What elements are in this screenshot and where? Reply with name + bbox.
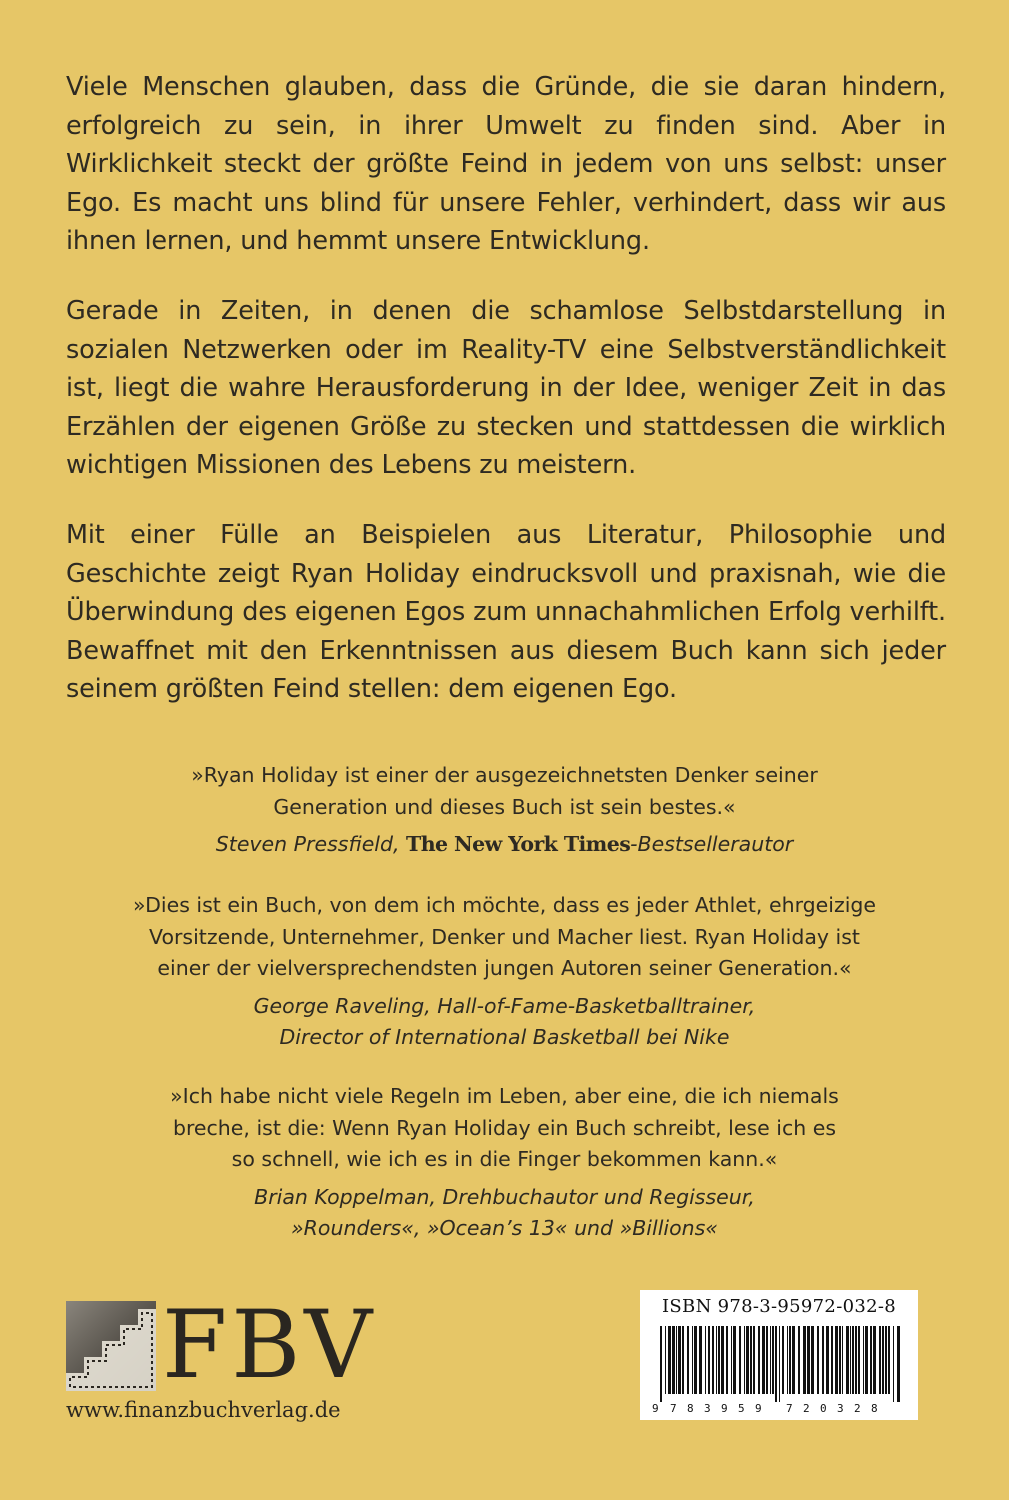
barcode-bar <box>770 1326 771 1394</box>
barcode-bar <box>660 1326 662 1402</box>
barcode-bar <box>694 1326 697 1394</box>
barcode-bar <box>879 1326 881 1394</box>
barcode-bar <box>762 1326 765 1394</box>
quote-line: breche, ist die: Wenn Ryan Holiday ein Buch schreibt, lese ich es <box>172 1115 837 1140</box>
barcode-digit: 7 <box>670 1402 677 1415</box>
barcode-digit: 2 <box>854 1402 861 1415</box>
quote-source-name: Steven Pressfield, <box>215 832 407 856</box>
barcode-bar <box>682 1326 684 1394</box>
barcode-bar <box>672 1326 675 1394</box>
barcode-bar <box>699 1326 702 1394</box>
isbn-barcode <box>640 1290 918 1420</box>
barcode-bar <box>733 1326 736 1394</box>
barcode-bar <box>803 1326 806 1394</box>
quote-source <box>40 829 969 861</box>
quote-text <box>40 1081 969 1176</box>
quote-text <box>40 760 969 823</box>
quote-source <box>40 1182 969 1245</box>
quote-source-suffix: -Bestsellerautor <box>630 832 794 856</box>
barcode-bar <box>753 1326 755 1394</box>
quote-line: »Dies ist ein Buch, von dem ich möchte, dass es jeder Athlet, ehrgeizige <box>132 893 877 917</box>
barcode-bar <box>708 1326 710 1394</box>
barcode-bar <box>858 1326 860 1394</box>
barcode-bar <box>766 1326 768 1394</box>
barcode-bar <box>807 1326 810 1394</box>
barcode-digit: 8 <box>871 1402 878 1415</box>
barcode-bar <box>739 1326 741 1394</box>
barcode-bar <box>758 1326 760 1394</box>
quote-source-line: Director of International Basketball bei Nike <box>279 1025 730 1049</box>
barcode-bar <box>817 1326 819 1394</box>
quote-line: Vorsitzende, Unternehmer, Denker und Macher liest. Ryan Holiday ist <box>149 924 860 949</box>
barcode-digit: 8 <box>687 1402 694 1415</box>
barcode-bar <box>835 1326 838 1394</box>
barcode-bar <box>746 1326 749 1394</box>
barcode-bar <box>882 1326 884 1394</box>
barcode-digit: 9 <box>755 1402 762 1415</box>
quote-source-line: Brian Koppelman, Drehbuchautor und Regisseur, <box>254 1184 755 1209</box>
barcode-digit: 3 <box>837 1402 844 1415</box>
barcode-bar <box>775 1326 777 1402</box>
quote-line: »Ich habe nicht viele Regeln im Leben, aber eine, die ich niemals <box>170 1084 839 1108</box>
barcode-bar <box>888 1326 890 1394</box>
barcode-bar <box>716 1326 717 1394</box>
barcode-digit: 2 <box>803 1402 810 1415</box>
quote-line: so schnell, wie ich es in die Finger bekommen kann.« <box>231 1147 778 1171</box>
barcode-bar <box>744 1326 745 1394</box>
fbv-staircase-icon <box>66 1301 156 1391</box>
isbn-label: ISBN 978-3-95972-032-8 <box>662 1296 896 1317</box>
barcode-bar <box>779 1326 780 1402</box>
fbv-logo <box>66 1291 377 1400</box>
testimonial-raveling <box>40 890 969 1054</box>
nyt-wordmark: The New York Times <box>406 832 631 856</box>
barcode-digit: 9 <box>721 1402 728 1415</box>
barcode-bar <box>712 1326 714 1394</box>
barcode-bar <box>678 1326 681 1394</box>
barcode-bar <box>665 1326 666 1394</box>
barcode-bar <box>863 1326 864 1394</box>
quote-source <box>40 991 969 1054</box>
barcode-digit: 0 <box>820 1402 827 1415</box>
barcode-bar <box>852 1326 854 1394</box>
barcode-bar <box>787 1326 788 1394</box>
testimonial-koppelman <box>40 1081 969 1245</box>
barcode-bar <box>792 1326 795 1394</box>
barcode-bar <box>831 1326 833 1394</box>
barcode-bar <box>846 1326 849 1394</box>
barcode-bars <box>648 1326 910 1416</box>
barcode-bar <box>893 1326 894 1402</box>
quote-text <box>40 890 969 985</box>
barcode-bar <box>726 1326 728 1394</box>
quote-source-line: »Rounders«, »Ocean’s 13« und »Billions« <box>291 1216 718 1240</box>
barcode-bar <box>842 1326 843 1394</box>
blurb-paragraph-2: Gerade in Zeiten, in denen die schamlose Selbstdarstellung in sozialen Netzwerken oder im Reality-TV eine Selbstverständlichkeit ist, liegt die wahre Herausforderung in der Idee, weniger Zeit in das Erzählen der eigenen Größe zu stecken und stattdessen die wirklich wichtigen Missionen des Lebens zu meistern. <box>66 296 946 481</box>
blurb-paragraph-3: Mit einer Fülle an Beispielen aus Literatur, Philosophie und Geschichte zeigt Ryan Holiday eindrucksvoll und praxisnah, wie die Überwindung des eigenen Egos zum unnachahmlichen Erfolg verhilft. Bewaffnet mit den Erkenntnissen aus diesem Buch kann sich jeder seinem größten Feind stellen: dem eigenen Ego. <box>66 520 946 705</box>
barcode-bar <box>676 1326 677 1394</box>
testimonial-pressfield <box>40 760 969 861</box>
barcode-bar <box>897 1326 900 1402</box>
barcode-bar <box>772 1326 774 1394</box>
quote-line: einer der vielversprechendsten jungen Autoren seiner Generation.« <box>157 956 852 980</box>
barcode-bar <box>839 1326 841 1394</box>
barcode-bar <box>782 1326 784 1394</box>
barcode-bar <box>750 1326 752 1394</box>
barcode-bar <box>850 1326 851 1394</box>
barcode-bar <box>705 1326 706 1394</box>
barcode-bar <box>873 1326 876 1394</box>
barcode-bar <box>668 1326 671 1394</box>
barcode-bar <box>731 1326 732 1394</box>
blurb-paragraph-1: Viele Menschen glauben, dass die Gründe, die sie daran hindern, erfolgreich zu sein, in ihrer Umwelt zu finden sind. Aber in Wirklichkeit steckt der größte Feind in jedem von uns selbst: unser Ego. Es macht uns blind für unsere Fehler, verhindert, dass wir aus ihnen lernen, und hemmt unsere Entwicklung. <box>66 72 946 257</box>
barcode-bar <box>865 1326 868 1394</box>
barcode-bar <box>721 1326 724 1394</box>
barcode-bar <box>826 1326 829 1394</box>
barcode-bar <box>718 1326 720 1394</box>
barcode-bar <box>870 1326 872 1394</box>
barcode-digit: 3 <box>704 1402 711 1415</box>
quote-line: Generation und dieses Buch ist sein bestes.« <box>273 794 736 819</box>
barcode-bar <box>885 1326 887 1394</box>
quote-source-line: George Raveling, Hall-of-Fame-Basketballtrainer, <box>253 993 756 1018</box>
barcode-bar <box>789 1326 791 1394</box>
barcode-bar <box>822 1326 824 1394</box>
barcode-digit: 9 <box>652 1402 659 1415</box>
fbv-logo-text: FBV <box>162 1291 377 1400</box>
barcode-bar <box>692 1326 693 1394</box>
barcode-digit: 5 <box>738 1402 745 1415</box>
barcode-bar <box>855 1326 857 1394</box>
barcode-bar <box>798 1326 800 1394</box>
publisher-url: www.finanzbuchverlag.de <box>66 1398 341 1422</box>
quote-line: »Ryan Holiday ist einer der ausgezeichnetsten Denker seiner <box>191 763 818 787</box>
barcode-digit: 7 <box>786 1402 793 1415</box>
barcode-bar <box>687 1326 689 1394</box>
barcode-bar <box>811 1326 814 1394</box>
